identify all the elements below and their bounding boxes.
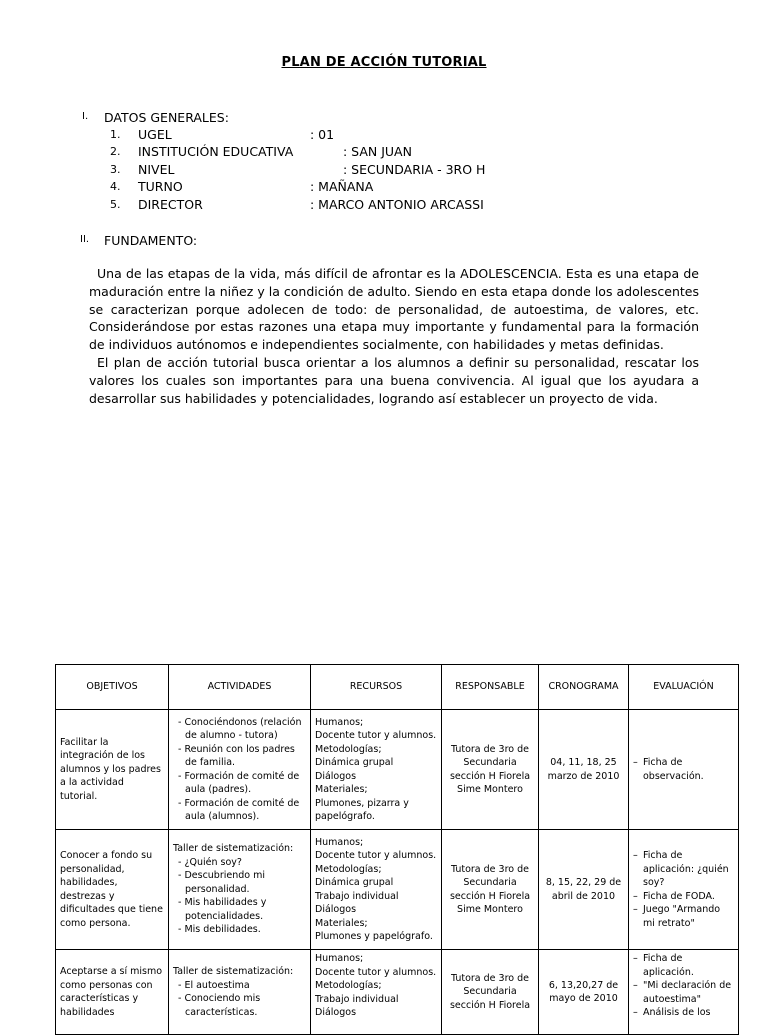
recurso-line: Plumones, pizarra y papelógrafo.: [315, 797, 409, 822]
recursos-cell: [311, 950, 442, 1035]
table-header-row: [56, 665, 739, 710]
recurso-line: Dinámica grupal: [315, 757, 394, 768]
fundamento-paragraph: El plan de acción tutorial busca orientar a los alumnos a definir su personalidad, rescatar los valores los cuales son importantes para una buena convivencia. Al igual que los ayudara a desarrollar sus habilidades y potencialidades, logrando así establecer un proyecto de vida.: [89, 354, 699, 406]
fundamento-paragraph: Una de las etapas de la vida, más difícil de afrontar es la ADOLESCENCIA. Esta es una etapa de maduración entre la niñez y la condición de adulto. Siendo en esta etapa donde los adolescentes se caracterizan porque adolecen de todo: de personalidad, de autoestima, de valores, etc. Considerándose por estas razones una etapa muy importante y fundamental para la formación de individuos autónomos e independientes socialmente, con habilidades y metas definidas.: [89, 266, 699, 353]
table-row: [56, 830, 739, 950]
col-header-recursos: RECURSOS: [311, 665, 442, 710]
actividad-item: - ¿Quién soy?: [173, 856, 306, 870]
actividades-intro: Taller de sistematización:: [173, 966, 294, 977]
recurso-line: Materiales;: [315, 917, 368, 929]
recurso-line: Humanos;: [315, 836, 364, 848]
section-heading: DATOS GENERALES:: [104, 110, 229, 125]
col-header-cronograma: CRONOGRAMA: [539, 665, 629, 710]
recurso-line: Metodologías;: [315, 743, 382, 755]
recurso-line: Humanos;: [315, 716, 364, 728]
recurso-line: Metodologías;: [315, 863, 382, 875]
responsable-cell: Tutora de 3ro de Secundaria sección H Fiorela: [442, 950, 539, 1035]
objetivo-cell: Aceptarse a sí mismo como personas con características y habilidades: [56, 950, 169, 1035]
evaluacion-item: – Ficha de aplicación.: [633, 952, 734, 979]
actividad-item: - Reunión con los padres de familia.: [173, 743, 306, 770]
fundamento-text: [89, 265, 699, 407]
col-header-evaluacion: EVALUACIÓN: [629, 665, 739, 710]
datos-number: 3.: [110, 163, 121, 176]
datos-value: : MAÑANA: [310, 179, 374, 194]
datos-label: NIVEL: [138, 162, 175, 177]
datos-number: 5.: [110, 198, 121, 211]
cronograma-cell: 6, 13,20,27 de mayo de 2010: [539, 950, 629, 1035]
recursos-cell: [311, 710, 442, 830]
recurso-line: Docente tutor y alumnos.: [315, 730, 437, 741]
cronograma-cell: 8, 15, 22, 29 de abril de 2010: [539, 830, 629, 950]
actividades-cell: [169, 830, 311, 950]
recurso-line: Plumones y papelógrafo.: [315, 931, 433, 942]
section-numeral: II.: [80, 234, 90, 245]
actividad-item: - Formación de comité de aula (alumnos).: [173, 797, 306, 824]
responsable-cell: Tutora de 3ro de Secundaria sección H Fiorela Sime Montero: [442, 830, 539, 950]
evaluacion-item: – Juego "Armando mi retrato": [633, 903, 734, 930]
section-heading: FUNDAMENTO:: [104, 233, 198, 248]
datos-value: : 01: [310, 127, 335, 142]
recurso-line: Docente tutor y alumnos.: [315, 966, 437, 978]
responsable-cell: Tutora de 3ro de Secundaria sección H Fiorela Sime Montero: [442, 710, 539, 830]
evaluacion-cell: [629, 710, 739, 830]
objetivo-cell: Facilitar la integración de los alumnos y los padres a la actividad tutorial.: [56, 710, 169, 830]
actividades-cell: [169, 710, 311, 830]
recurso-line: Materiales;: [315, 784, 368, 795]
evaluacion-item: – Ficha de FODA.: [633, 890, 734, 904]
recurso-line: Trabajo individual: [315, 993, 399, 1005]
recurso-line: Docente tutor y alumnos.: [315, 850, 437, 861]
recurso-line: Diálogos: [315, 770, 357, 782]
actividad-item: - Conociéndonos (relación de alumno - tutora): [173, 716, 306, 743]
table-row: [56, 950, 739, 1035]
page-title: PLAN DE ACCIÓN TUTORIAL: [281, 55, 487, 70]
col-header-responsable: RESPONSABLE: [442, 665, 539, 710]
actividades-intro: Taller de sistematización:: [173, 843, 294, 855]
datos-label: UGEL: [138, 127, 172, 142]
actividad-item: - Conociendo mis características.: [173, 992, 306, 1019]
actividades-cell: [169, 950, 311, 1035]
objetivo-cell: Conocer a fondo su personalidad, habilidades, destrezas y dificultades que tiene como persona.: [56, 830, 169, 950]
col-header-objetivos: OBJETIVOS: [56, 665, 169, 710]
actividad-item: - Mis debilidades.: [173, 923, 306, 937]
datos-number: 1.: [110, 128, 121, 141]
evaluacion-item: – Ficha de observación.: [633, 756, 734, 783]
evaluacion-item: – Análisis de los: [633, 1006, 734, 1020]
recurso-line: Dinámica grupal: [315, 877, 394, 888]
actividad-item: - Mis habilidades y potencialidades.: [173, 896, 306, 923]
evaluacion-item: – Ficha de aplicación: ¿quién soy?: [633, 849, 734, 890]
col-header-actividades: ACTIVIDADES: [169, 665, 311, 710]
evaluacion-item: – "Mi declaración de autoestima": [633, 979, 734, 1006]
datos-value: : MARCO ANTONIO ARCASSI: [310, 197, 484, 212]
evaluacion-cell: [629, 830, 739, 950]
table-row: [56, 710, 739, 830]
recurso-line: Diálogos: [315, 904, 357, 915]
plan-table: [55, 664, 739, 1035]
cronograma-cell: 04, 11, 18, 25 marzo de 2010: [539, 710, 629, 830]
recurso-line: Trabajo individual: [315, 890, 399, 902]
recursos-cell: [311, 830, 442, 950]
datos-number: 2.: [110, 145, 121, 158]
recurso-line: Humanos;: [315, 953, 364, 964]
datos-label: INSTITUCIÓN EDUCATIVA: [138, 144, 294, 159]
actividad-item: - Descubriendo mi personalidad.: [173, 869, 306, 896]
evaluacion-cell: [629, 950, 739, 1035]
datos-label: DIRECTOR: [138, 197, 203, 212]
datos-value: : SAN JUAN: [343, 144, 412, 159]
recurso-line: Diálogos: [315, 1007, 357, 1018]
actividad-item: - Formación de comité de aula (padres).: [173, 770, 306, 797]
recurso-line: Metodologías;: [315, 980, 382, 991]
datos-number: 4.: [110, 180, 121, 193]
section-numeral: I.: [82, 111, 89, 122]
actividad-item: - El autoestima: [173, 979, 306, 993]
datos-value: : SECUNDARIA - 3RO H: [343, 162, 486, 177]
datos-label: TURNO: [138, 179, 183, 194]
